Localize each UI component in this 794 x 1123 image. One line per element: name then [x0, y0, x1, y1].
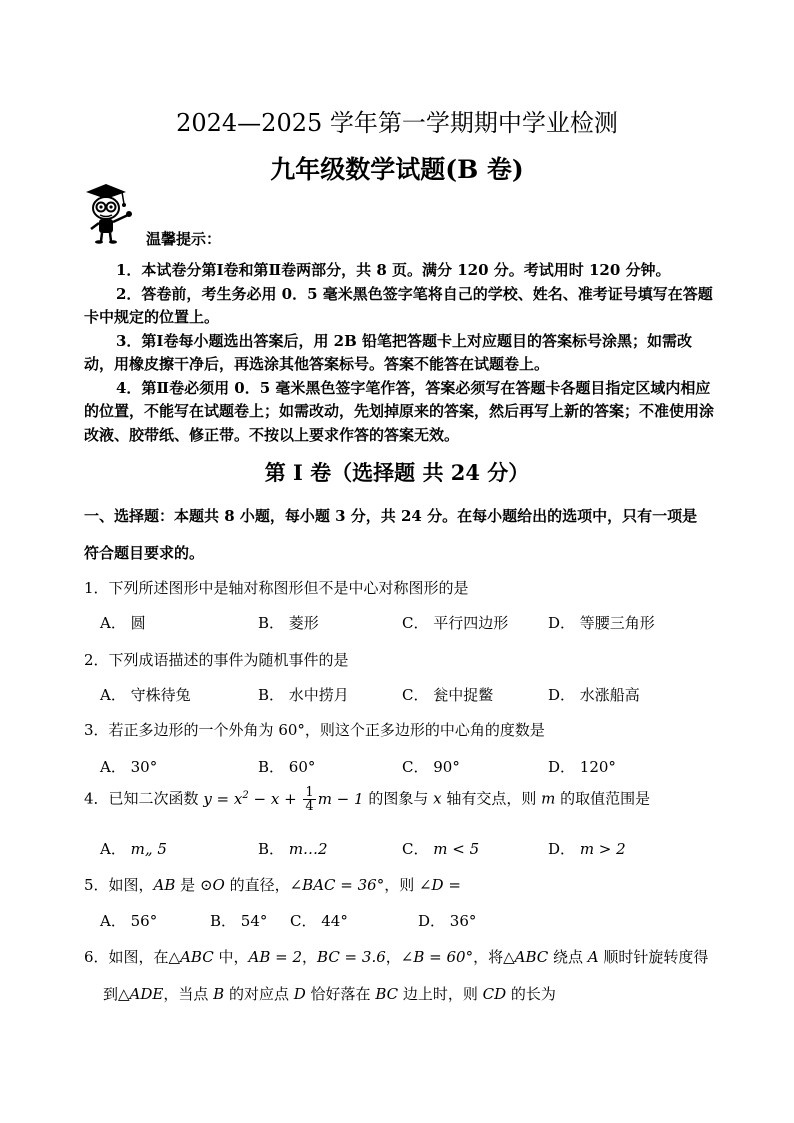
question-3-stem: 3．若正多边形的一个外角为 60°，则这个正多边形的中心角的度数是 — [84, 721, 545, 739]
q4-option-b: B． m…2 — [258, 840, 328, 858]
q2-option-d: D． 水涨船高 — [548, 686, 640, 704]
section-desc-line2: 符合题目要求的。 — [84, 544, 205, 562]
q1-option-c: C． 平行四边形 — [402, 614, 509, 632]
graduate-mascot-icon — [82, 182, 138, 244]
question-6-stem-line1: 6．如图，在△ABC 中，AB = 2，BC = 3.6，∠B = 60°，将△ABC 绕点 A 顺时针旋转度得 — [84, 948, 709, 966]
quadratic-formula: $y = x^2 - x$ + $\frac{1}{4}$ m − 1 — [203, 785, 364, 814]
exam-title: 2024—2025 学年第一学期期中学业检测 — [176, 109, 618, 137]
question-2-stem: 2．下列成语描述的事件为随机事件的是 — [84, 651, 349, 669]
q3-option-b: B． 60° — [258, 758, 316, 776]
tip-item: 3．第Ⅰ卷每小题选出答案后，用 2B 铅笔把答题卡上对应题目的答案标号涂黑；如需改动，用橡皮擦干净后，再选涂其他答案标号。答案不能答在试题卷上。 — [84, 331, 693, 373]
q1-option-b: B． 菱形 — [258, 614, 319, 632]
section-desc-line1: 一、选择题：本题共 8 小题，每小题 3 分，共 24 分。在每小题给出的选项中，只有一项是 — [84, 507, 698, 525]
q2-option-c: C． 瓮中捉鳖 — [402, 686, 494, 704]
q5-option-d: D． 36° — [418, 912, 477, 930]
tips-label: 温馨提示： — [146, 230, 222, 248]
section-heading: 第 Ⅰ 卷（选择题 共 24 分） — [264, 460, 530, 485]
q1-option-d: D． 等腰三角形 — [548, 614, 655, 632]
q3-option-a: A． 30° — [100, 758, 158, 776]
tip-item: 4．第Ⅱ卷必须用 0．5 毫米黑色签字笔作答，答案必须写在答题卡各题目指定区域内相应的位置，不能写在试题卷上；如需改动，先划掉原来的答案，然后再写上新的答案；不准使用涂改液、胶带纸、修正带。不按以上要求作答的答案无效。 — [84, 378, 715, 444]
tip-item: 2．答卷前，考生务必用 0．5 毫米黑色签字笔将自己的学校、姓名、准考证号填写在答题卡中规定的位置上。 — [84, 284, 713, 326]
tip-item: 1．本试卷分第Ⅰ卷和第Ⅱ卷两部分，共 8 页。满分 120 分。考试用时 120 分钟。 — [116, 261, 671, 279]
question-1-stem: 1．下列所述图形中是轴对称图形但不是中心对称图形的是 — [84, 579, 469, 597]
q3-option-d: D． 120° — [548, 758, 616, 776]
question-6-stem-line2: 到△ADE，当点 B 的对应点 D 恰好落在 BC 边上时，则 CD 的长为 — [103, 985, 556, 1003]
q4-option-c: C． m < 5 — [402, 840, 480, 858]
q2-option-a: A． 守株待兔 — [100, 686, 191, 704]
q5-option-c: C． 44° — [290, 912, 348, 930]
exam-subtitle: 九年级数学试题(B 卷) — [270, 155, 524, 184]
q5-option-a: A． 56° — [100, 912, 158, 930]
q1-option-a: A． 圆 — [100, 614, 146, 632]
question-5-stem: 5．如图，AB 是 ⊙O 的直径，∠BAC = 36°，则 ∠D = — [84, 876, 461, 894]
q4-option-d: D． m > 2 — [548, 840, 626, 858]
question-4-stem: 4．已知二次函数 $y = x^2 - x$ + $\frac{1}{4}$ m − 1 的图象与 x 轴有交点，则 m 的取值范围是 — [84, 785, 651, 814]
q4-option-a: A． m„ 5 — [100, 840, 167, 858]
tips-list — [84, 259, 714, 447]
q5-option-b: B． 54° — [210, 912, 268, 930]
q2-option-b: B． 水中捞月 — [258, 686, 349, 704]
q3-option-c: C． 90° — [402, 758, 460, 776]
